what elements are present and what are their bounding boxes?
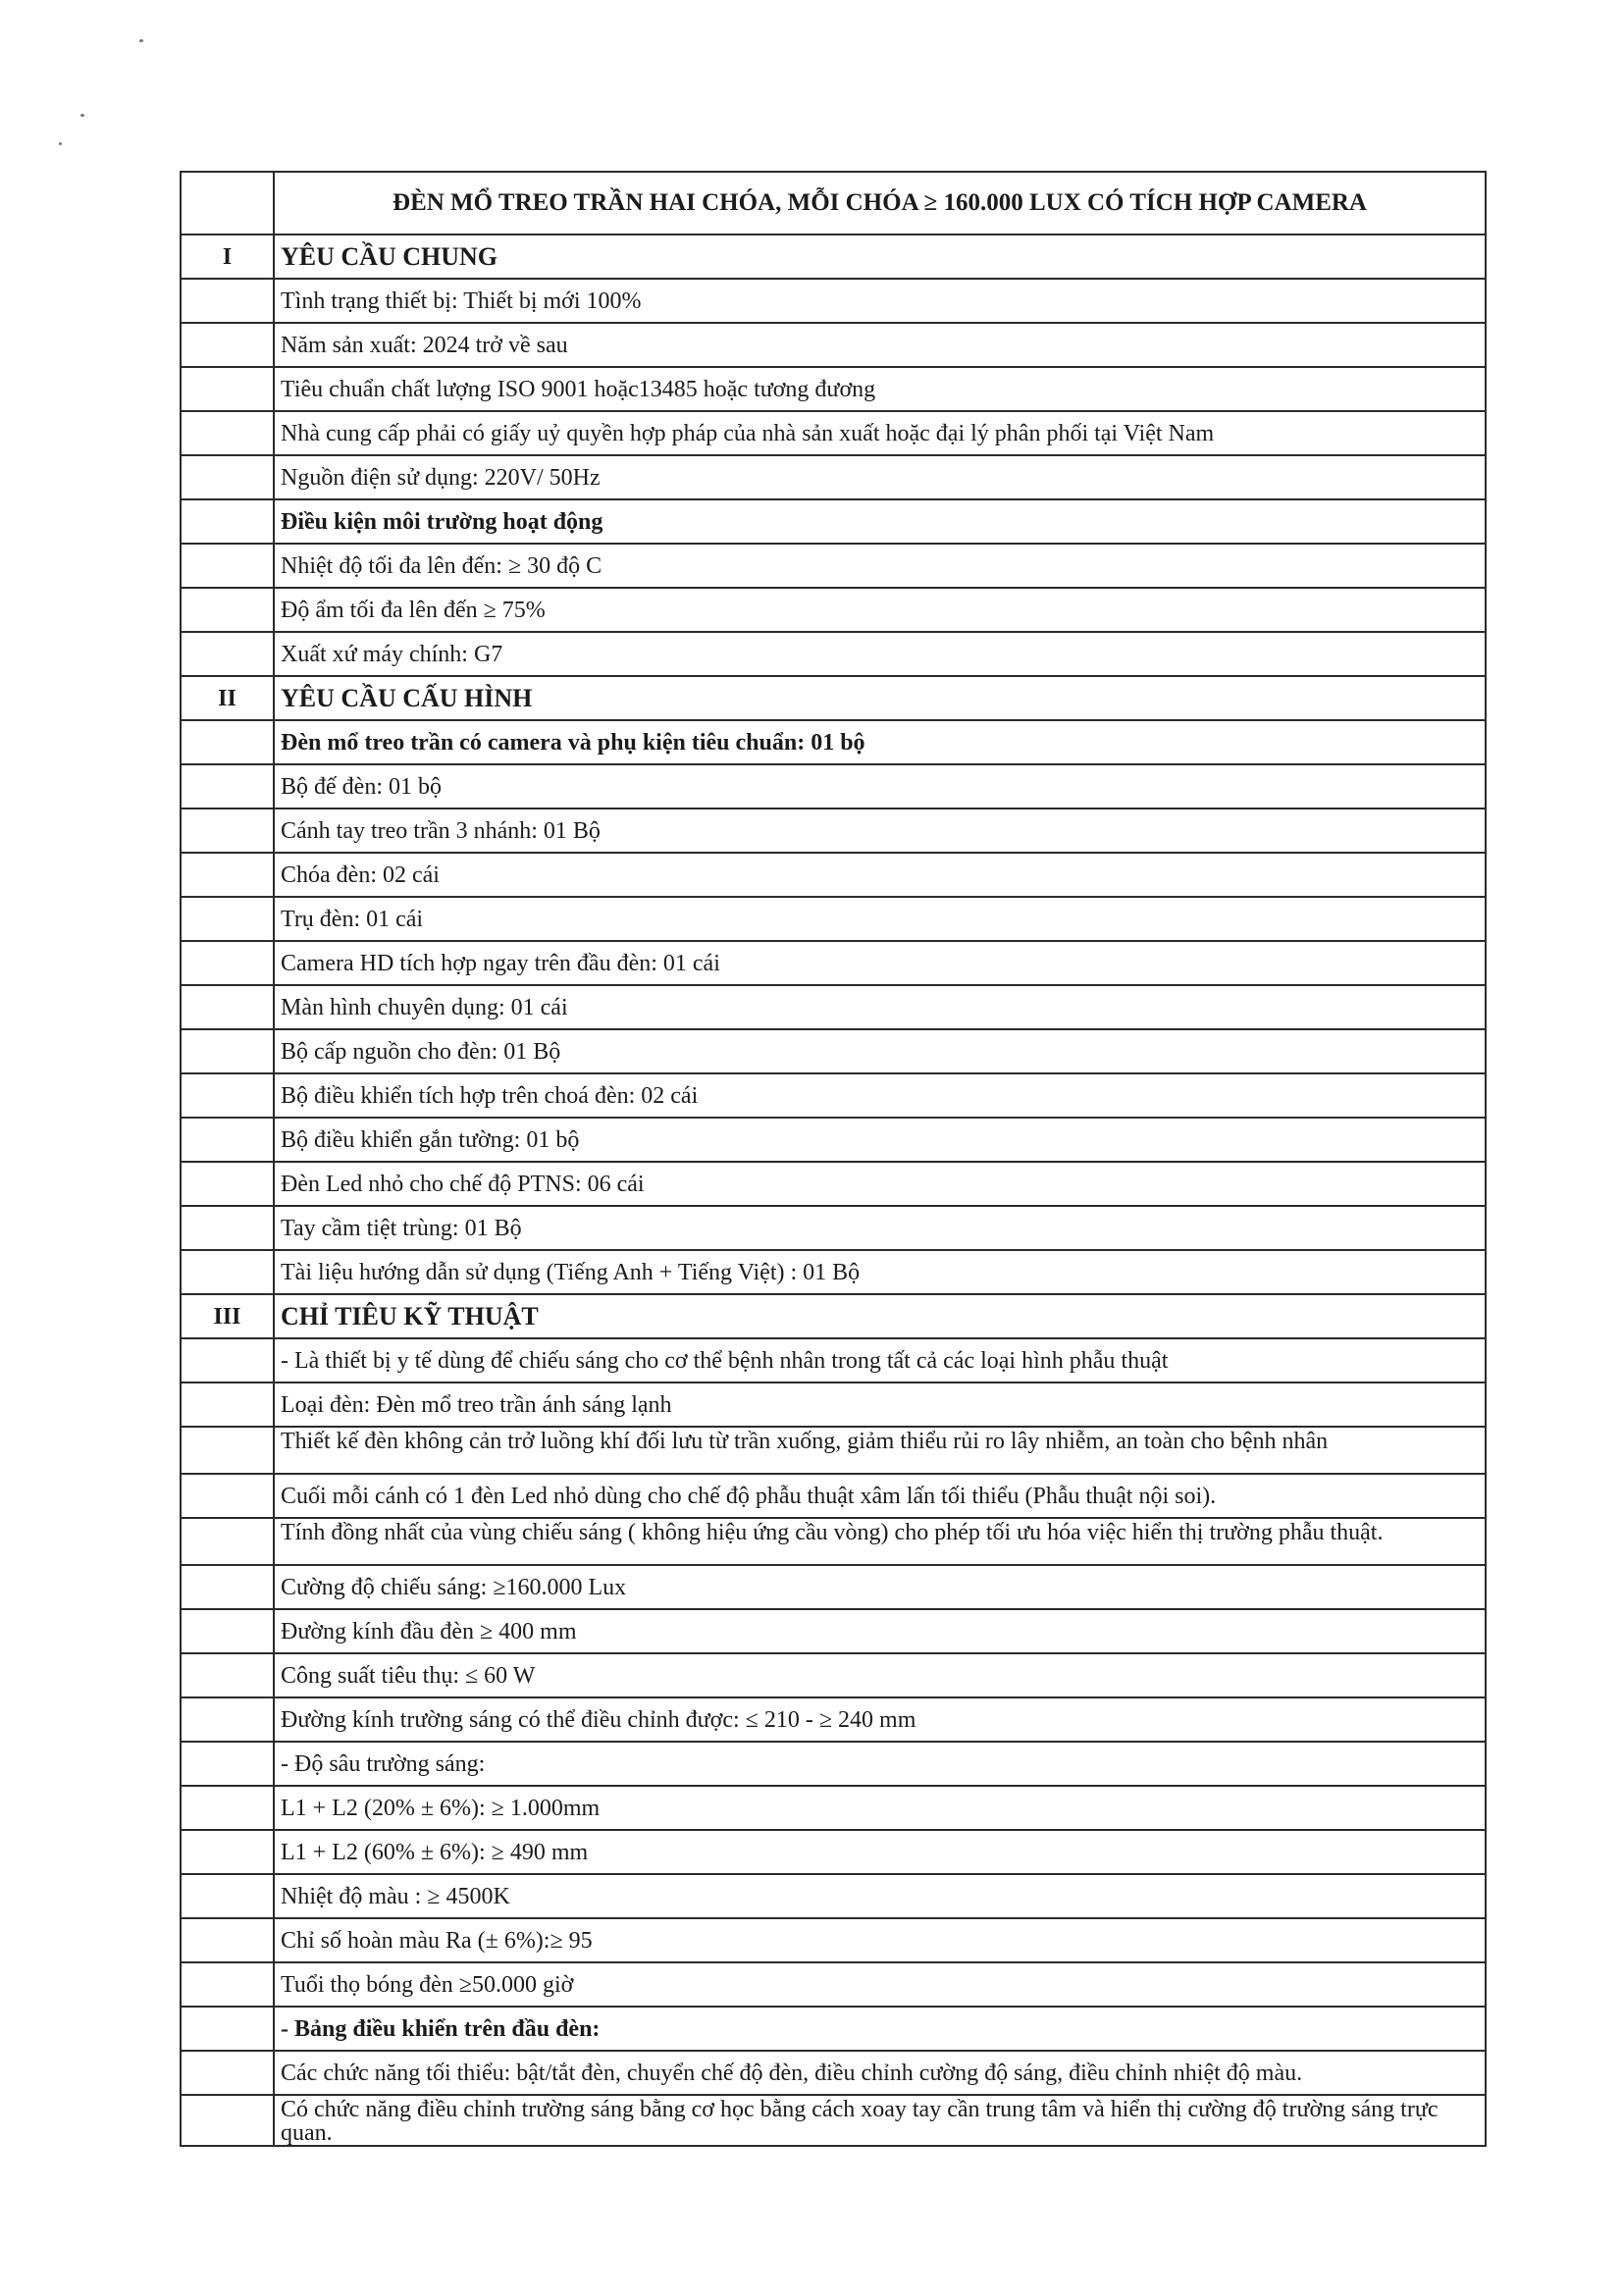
spec-text-cell: Công suất tiêu thụ: ≤ 60 W (274, 1653, 1486, 1697)
spec-row (181, 764, 1486, 809)
spec-row (181, 2095, 1486, 2146)
spec-text-cell: - Độ sâu trường sáng: (274, 1742, 1486, 1786)
row-number-cell (181, 1697, 274, 1742)
row-number-cell (181, 1609, 274, 1653)
row-number-cell (181, 1742, 274, 1786)
spec-text-cell: Chỉ số hoàn màu Ra (± 6%):≥ 95 (274, 1918, 1486, 1962)
row-number-cell (181, 1250, 274, 1294)
spec-text-cell: Camera HD tích hợp ngay trên đầu đèn: 01 cái (274, 941, 1486, 985)
scan-speck (139, 39, 143, 42)
spec-text-cell: Loại đèn: Đèn mổ treo trần ánh sáng lạnh (274, 1383, 1486, 1427)
spec-text-cell: - Là thiết bị y tế dùng để chiếu sáng cho cơ thể bệnh nhân trong tất cả các loại hình phẫu thuật (274, 1338, 1486, 1383)
spec-row (181, 279, 1486, 323)
spec-text-cell: Điều kiện môi trường hoạt động (274, 499, 1486, 544)
row-number-cell (181, 1073, 274, 1118)
title-number-cell (181, 172, 274, 235)
spec-text-cell: Bộ cấp nguồn cho đèn: 01 Bộ (274, 1029, 1486, 1073)
spec-text-cell: Bộ điều khiển gắn tường: 01 bộ (274, 1118, 1486, 1162)
row-number-cell (181, 1518, 274, 1565)
spec-row (181, 1427, 1486, 1474)
document-title: ĐÈN MỔ TREO TRẦN HAI CHÓA, MỖI CHÓA ≥ 160.000 LUX CÓ TÍCH HỢP CAMERA (274, 172, 1486, 235)
row-number-cell (181, 897, 274, 941)
spec-text-cell: L1 + L2 (20% ± 6%): ≥ 1.000mm (274, 1786, 1486, 1830)
scan-speck (59, 142, 62, 145)
row-number-cell (181, 1029, 274, 1073)
spec-row (181, 544, 1486, 588)
row-number-cell (181, 985, 274, 1029)
spec-text-cell: Đèn mổ treo trần có camera và phụ kiện tiêu chuẩn: 01 bộ (274, 720, 1486, 764)
section-heading: CHỈ TIÊU KỸ THUẬT (274, 1294, 1486, 1338)
scan-speck (80, 114, 84, 117)
spec-text-cell: Tình trạng thiết bị: Thiết bị mới 100% (274, 279, 1486, 323)
title-row (181, 172, 1486, 235)
section-row (181, 235, 1486, 279)
spec-row (181, 720, 1486, 764)
spec-row (181, 1697, 1486, 1742)
section-row (181, 1294, 1486, 1338)
row-number-cell (181, 367, 274, 411)
spec-row (181, 897, 1486, 941)
row-number-cell (181, 2095, 274, 2146)
spec-row (181, 1874, 1486, 1918)
spec-text-cell: Có chức năng điều chỉnh trường sáng bằng cơ học bằng cách xoay tay cần trung tâm và hiển thị cường độ trường sáng trực quan. (274, 2095, 1486, 2146)
row-number-cell (181, 1338, 274, 1383)
row-number-cell (181, 1206, 274, 1250)
spec-row (181, 2007, 1486, 2051)
spec-table (180, 171, 1487, 2147)
row-number-cell (181, 853, 274, 897)
spec-row (181, 588, 1486, 632)
row-number-cell (181, 1383, 274, 1427)
spec-text-cell: Cường độ chiếu sáng: ≥160.000 Lux (274, 1565, 1486, 1609)
row-number-cell (181, 941, 274, 985)
row-number-cell (181, 588, 274, 632)
spec-row (181, 853, 1486, 897)
spec-text-cell: Tuổi thọ bóng đèn ≥50.000 giờ (274, 1962, 1486, 2007)
row-number-cell (181, 1118, 274, 1162)
spec-text-cell: Nhiệt độ tối đa lên đến: ≥ 30 độ C (274, 544, 1486, 588)
row-number-cell: II (181, 676, 274, 720)
row-number-cell (181, 1786, 274, 1830)
row-number-cell (181, 2051, 274, 2095)
spec-row (181, 1609, 1486, 1653)
row-number-cell (181, 411, 274, 455)
row-number-cell: I (181, 235, 274, 279)
spec-row (181, 1029, 1486, 1073)
row-number-cell (181, 544, 274, 588)
row-number-cell (181, 1653, 274, 1697)
spec-row (181, 941, 1486, 985)
spec-text-cell: Trụ đèn: 01 cái (274, 897, 1486, 941)
spec-text-cell: Thiết kế đèn không cản trở luồng khí đối lưu từ trần xuống, giảm thiểu rủi ro lây nhiễm, an toàn cho bệnh nhân (274, 1427, 1486, 1474)
spec-text-cell: Xuất xứ máy chính: G7 (274, 632, 1486, 676)
spec-row (181, 1250, 1486, 1294)
row-number-cell (181, 455, 274, 499)
spec-text-cell: Nhà cung cấp phải có giấy uỷ quyền hợp pháp của nhà sản xuất hoặc đại lý phân phối tại Việt Nam (274, 411, 1486, 455)
row-number-cell (181, 1427, 274, 1474)
spec-row (181, 1786, 1486, 1830)
row-number-cell (181, 499, 274, 544)
spec-row (181, 809, 1486, 853)
spec-row (181, 1565, 1486, 1609)
row-number-cell: III (181, 1294, 274, 1338)
row-number-cell (181, 323, 274, 367)
section-row (181, 676, 1486, 720)
spec-row (181, 323, 1486, 367)
row-number-cell (181, 1830, 274, 1874)
row-number-cell (181, 1162, 274, 1206)
spec-row (181, 1918, 1486, 1962)
spec-text-cell: Tay cầm tiệt trùng: 01 Bộ (274, 1206, 1486, 1250)
spec-row (181, 1742, 1486, 1786)
spec-row (181, 1518, 1486, 1565)
spec-row (181, 1962, 1486, 2007)
spec-text-cell: L1 + L2 (60% ± 6%): ≥ 490 mm (274, 1830, 1486, 1874)
spec-text-cell: Đường kính đầu đèn ≥ 400 mm (274, 1609, 1486, 1653)
spec-text-cell: - Bảng điều khiển trên đầu đèn: (274, 2007, 1486, 2051)
spec-row (181, 411, 1486, 455)
spec-row (181, 367, 1486, 411)
spec-text-cell: Cuối mỗi cánh có 1 đèn Led nhỏ dùng cho chế độ phẫu thuật xâm lấn tối thiểu (Phẫu thuật nội soi). (274, 1474, 1486, 1518)
spec-text-cell: Cánh tay treo trần 3 nhánh: 01 Bộ (274, 809, 1486, 853)
spec-row (181, 2051, 1486, 2095)
spec-text-cell: Tài liệu hướng dẫn sử dụng (Tiếng Anh + Tiếng Việt) : 01 Bộ (274, 1250, 1486, 1294)
spec-row (181, 985, 1486, 1029)
row-number-cell (181, 2007, 274, 2051)
spec-text-cell: Tiêu chuẩn chất lượng ISO 9001 hoặc13485 hoặc tương đương (274, 367, 1486, 411)
row-number-cell (181, 632, 274, 676)
spec-text-cell: Chóa đèn: 02 cái (274, 853, 1486, 897)
spec-text-cell: Bộ điều khiển tích hợp trên choá đèn: 02 cái (274, 1073, 1486, 1118)
spec-text-cell: Đường kính trường sáng có thể điều chỉnh được: ≤ 210 - ≥ 240 mm (274, 1697, 1486, 1742)
spec-row (181, 1073, 1486, 1118)
spec-row (181, 1162, 1486, 1206)
row-number-cell (181, 1962, 274, 2007)
section-heading: YÊU CẦU CHUNG (274, 235, 1486, 279)
spec-row (181, 1830, 1486, 1874)
row-number-cell (181, 720, 274, 764)
row-number-cell (181, 1565, 274, 1609)
spec-row (181, 1206, 1486, 1250)
spec-row (181, 499, 1486, 544)
row-number-cell (181, 1474, 274, 1518)
row-number-cell (181, 279, 274, 323)
spec-text-cell: Bộ đế đèn: 01 bộ (274, 764, 1486, 809)
row-number-cell (181, 809, 274, 853)
spec-text-cell: Tính đồng nhất của vùng chiếu sáng ( không hiệu ứng cầu vòng) cho phép tối ưu hóa việc hiển thị trường phẫu thuật. (274, 1518, 1486, 1565)
row-number-cell (181, 1874, 274, 1918)
row-number-cell (181, 1918, 274, 1962)
spec-text-cell: Các chức năng tối thiểu: bật/tắt đèn, chuyển chế độ đèn, điều chỉnh cường độ sáng, điều chỉnh nhiệt độ màu. (274, 2051, 1486, 2095)
section-heading: YÊU CẦU CẤU HÌNH (274, 676, 1486, 720)
spec-text-cell: Nguồn điện sử dụng: 220V/ 50Hz (274, 455, 1486, 499)
row-number-cell (181, 764, 274, 809)
spec-text-cell: Độ ẩm tối đa lên đến ≥ 75% (274, 588, 1486, 632)
spec-row (181, 1383, 1486, 1427)
spec-row (181, 1338, 1486, 1383)
spec-row (181, 1474, 1486, 1518)
spec-row (181, 1653, 1486, 1697)
spec-row (181, 455, 1486, 499)
spec-row (181, 1118, 1486, 1162)
spec-text-cell: Đèn Led nhỏ cho chế độ PTNS: 06 cái (274, 1162, 1486, 1206)
spec-row (181, 632, 1486, 676)
spec-text-cell: Màn hình chuyên dụng: 01 cái (274, 985, 1486, 1029)
spec-text-cell: Nhiệt độ màu : ≥ 4500K (274, 1874, 1486, 1918)
spec-text-cell: Năm sản xuất: 2024 trở về sau (274, 323, 1486, 367)
